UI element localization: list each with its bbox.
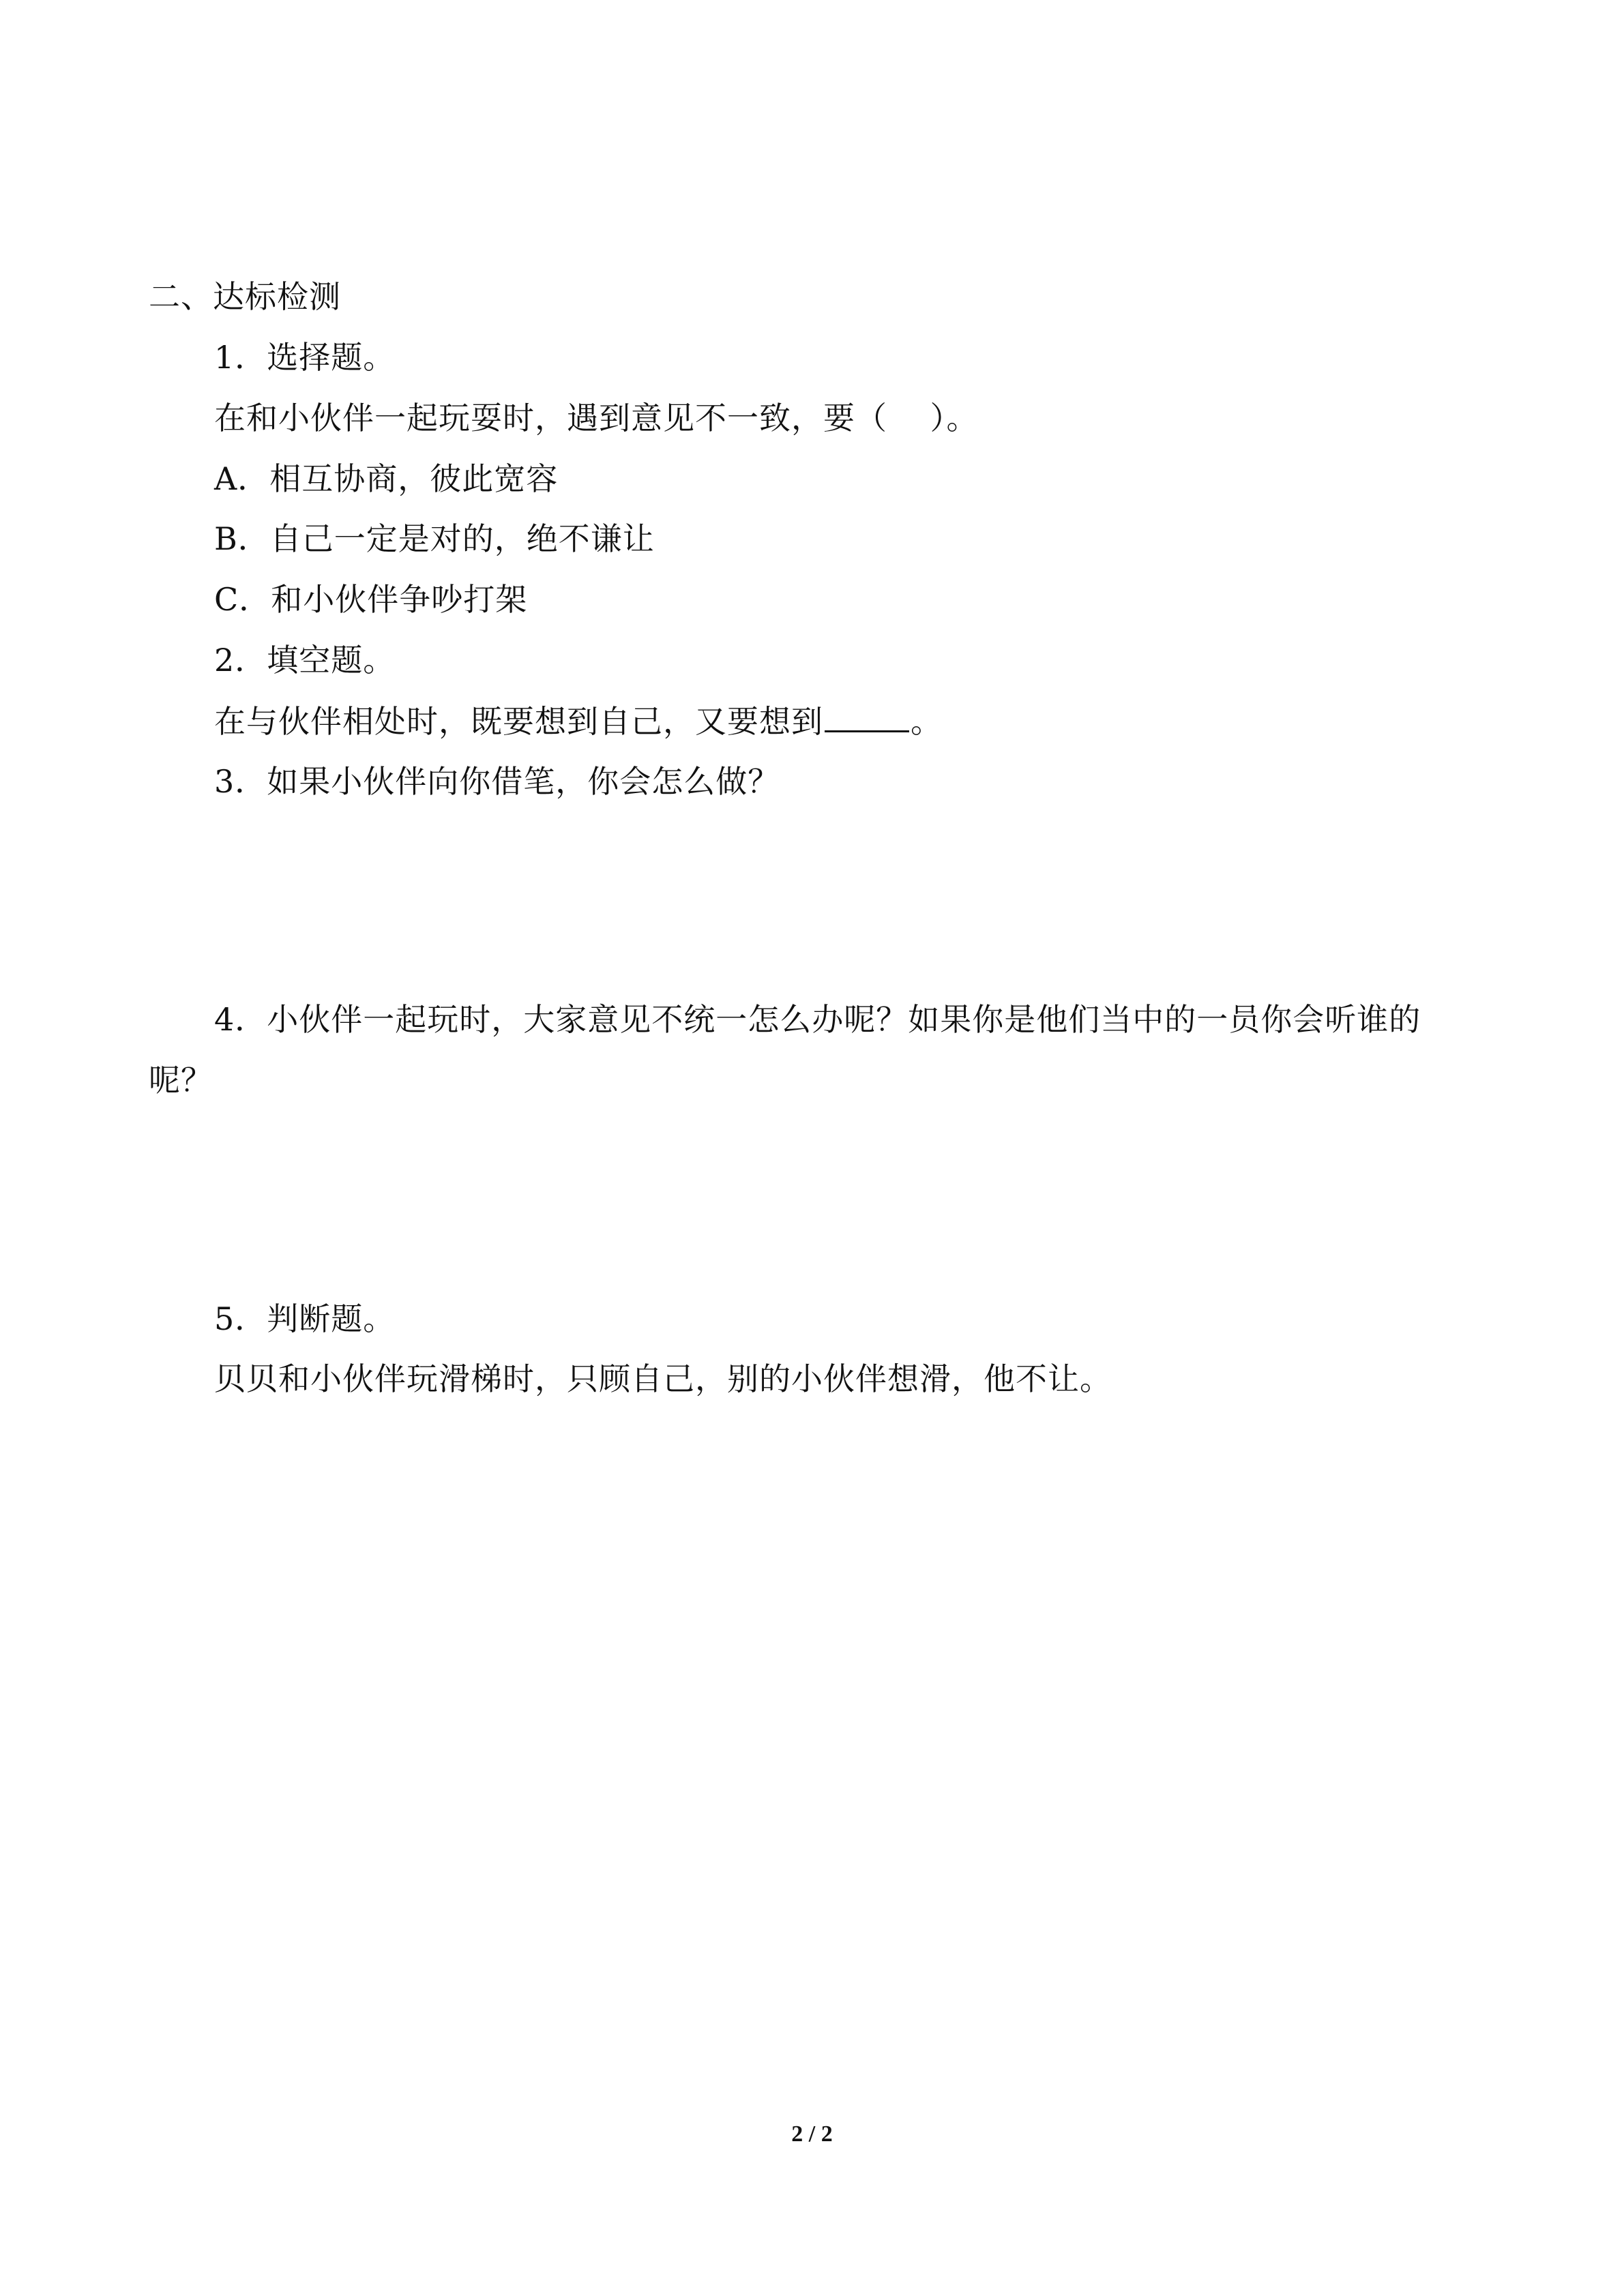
question-2-stem-after: 。: [911, 703, 943, 740]
question-1-label: 1．选择题。: [214, 339, 396, 376]
question-2-stem-before: 在与伙伴相处时，既要想到自己，又要想到: [214, 703, 823, 740]
question-1-stem: 在和小伙伴一起玩耍时，遇到意见不一致，要（ ）。: [214, 400, 979, 436]
question-3-label: 3．如果小伙伴向你借笔，你会怎么做？: [214, 763, 780, 800]
page-number: 2 / 2: [791, 2121, 833, 2147]
question-1-option-a: A．相互协商，彼此宽容: [214, 460, 559, 497]
question-5-label: 5．判断题。: [214, 1300, 396, 1337]
question-4-line-1: 4．小伙伴一起玩时，大家意见不统一怎么办呢？如果你是他们当中的一员你会听谁的: [214, 1001, 1421, 1038]
question-2-stem: [214, 700, 943, 742]
question-5-stem: 贝贝和小伙伴玩滑梯时，只顾自己，别的小伙伴想滑，他不让。: [214, 1360, 1112, 1397]
fill-in-blank[interactable]: [825, 700, 909, 732]
question-4-line-2: 呢？: [149, 1062, 213, 1099]
section-heading: 二、达标检测: [149, 278, 341, 315]
question-1-option-b: B．自己一定是对的，绝不谦让: [214, 520, 655, 557]
question-2-label: 2．填空题。: [214, 642, 396, 679]
question-1-option-c: C．和小伙伴争吵打架: [214, 581, 528, 618]
